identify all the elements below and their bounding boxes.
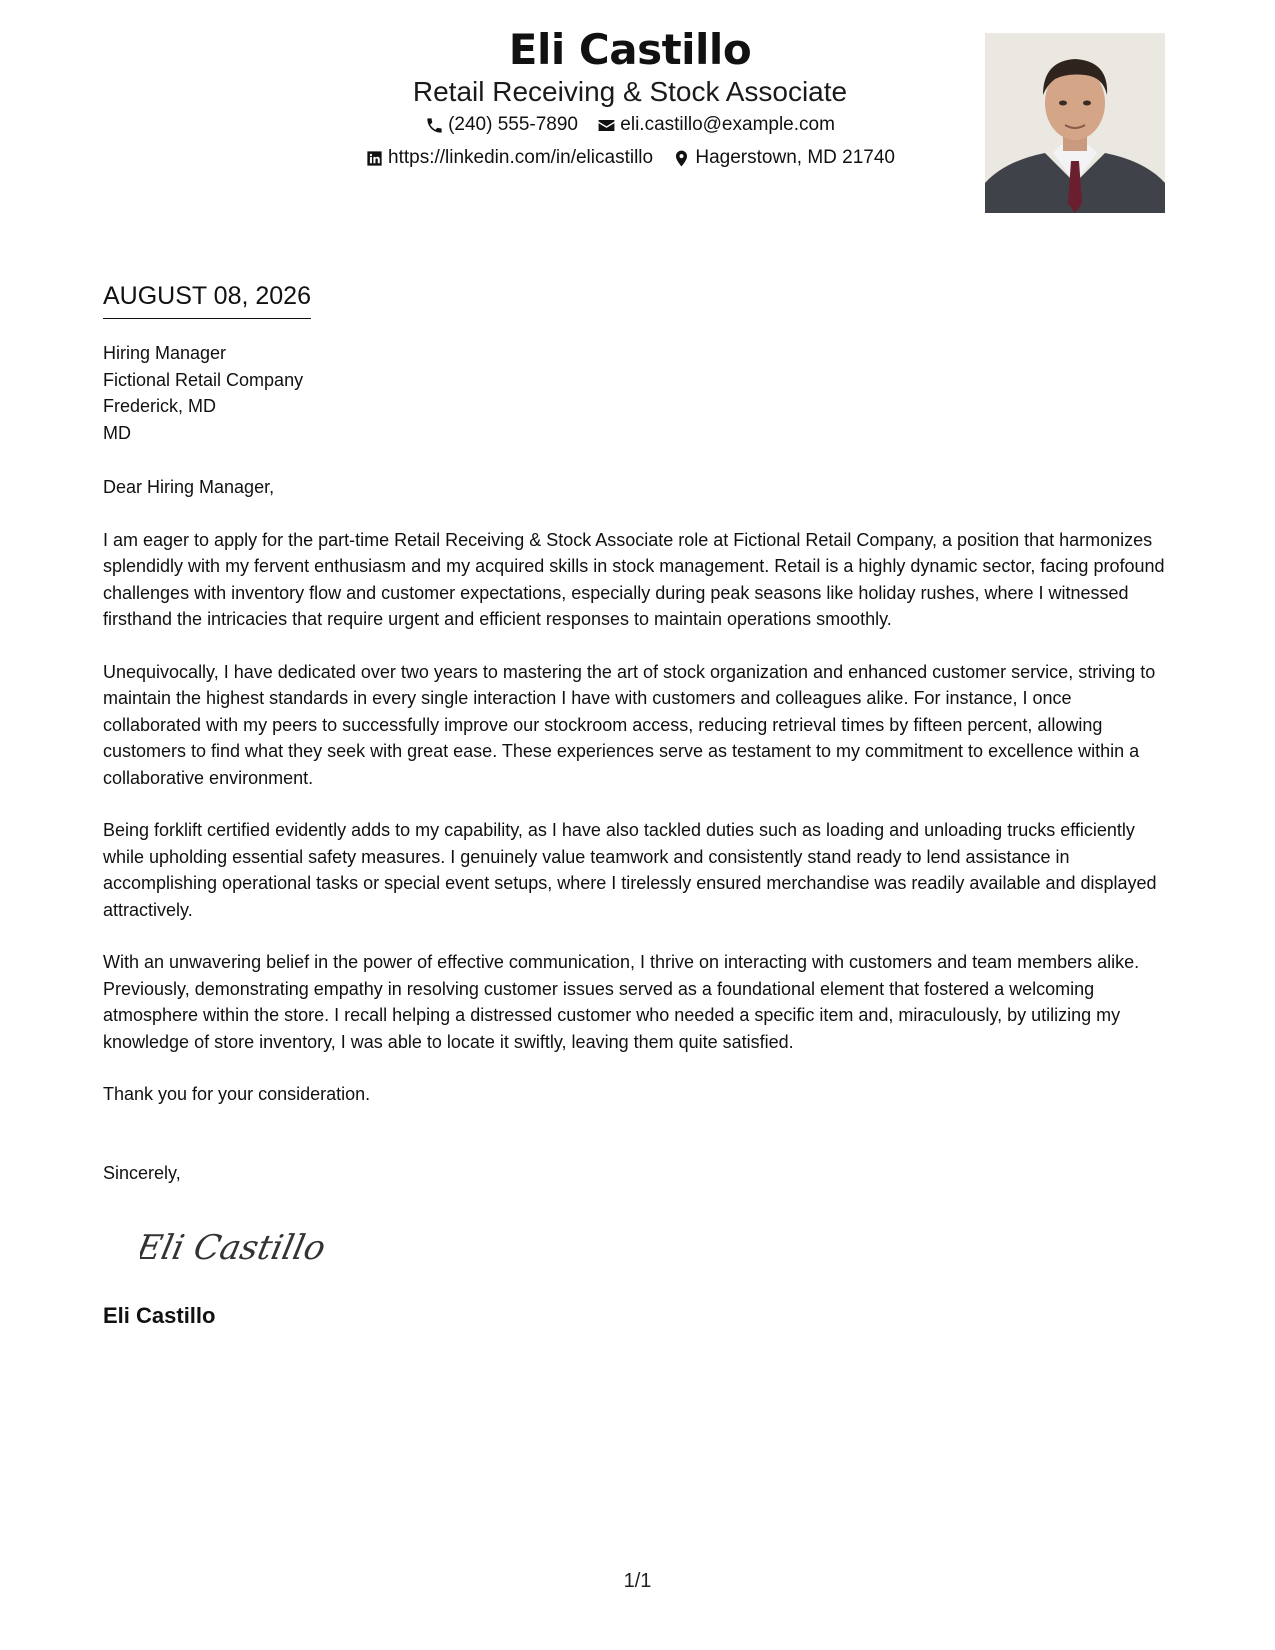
recipient-state: MD	[103, 422, 131, 443]
signature	[140, 1215, 340, 1275]
recipient-company: Fictional Retail Company	[103, 369, 304, 390]
email-address: eli.castillo@example.com	[620, 114, 835, 135]
recipient-name: Hiring Manager	[103, 343, 227, 363]
letter-date: AUGUST 08, 2026	[103, 280, 311, 319]
map-pin-icon	[672, 149, 691, 168]
linkedin-contact[interactable]	[365, 145, 653, 171]
phone-icon	[425, 116, 444, 135]
body-paragraph: Unequivocally, I have dedicated over two years to mastering the art of stock organization and enhanced customer service, striving to maintain the highest standards in every single interaction I have with customers and colleagues alike. For instance, I once collaborated with my peers to successfully improve our stockroom access, reducing retrieval times by fifteen percent, allowing customers to find what they seek with great ease. These experiences serve as testament to my commitment to excellence within a collaborative environment.	[103, 661, 1156, 788]
signer-name: Eli Castillo	[103, 1303, 216, 1328]
body-paragraph: With an unwavering belief in the power of effective communication, I thrive on interacting with customers and team members alike. Previously, demonstrating empathy in resolving customer issues served as a foundational element that fostered a welcoming atmosphere within the store. I recall helping a distressed customer who needed a specific item and, miraculously, by utilizing my knowledge of store inventory, I was able to locate it swiftly, leaving them quite satisfied.	[103, 952, 1140, 1052]
linkedin-icon	[365, 149, 384, 168]
closing: Sincerely,	[103, 1163, 181, 1183]
body-paragraph: Being forklift certified evidently adds to my capability, as I have also tackled duties such as loading and unloading trucks efficiently while upholding essential safety measures. I genuinely value teamwork and consistently stand ready to lend assistance in accomplishing operational tasks or special event setups, where I tirelessly ensured merchandise was readily available and displayed attractively.	[103, 820, 1157, 920]
contact-row-2	[260, 145, 1000, 176]
letter-body	[103, 474, 1173, 1134]
page-number: 1/1	[623, 1570, 652, 1592]
linkedin-url: https://linkedin.com/in/elicastillo	[388, 147, 654, 168]
contact-row-1	[260, 112, 1000, 143]
applicant-name: Eli Castillo	[508, 25, 752, 74]
location-text: Hagerstown, MD 21740	[695, 147, 895, 168]
svg-text:Eli Castillo: Eli Castillo	[140, 1228, 329, 1268]
resume-header	[0, 22, 1275, 222]
salutation: Dear Hiring Manager,	[103, 477, 275, 497]
phone-number: (240) 555-7890	[448, 114, 578, 135]
profile-photo	[985, 33, 1165, 213]
job-title: Retail Receiving & Stock Associate	[412, 76, 848, 107]
body-paragraph: I am eager to apply for the part-time Retail Receiving & Stock Associate role at Fictional Retail Company, a position that harmonizes splendidly with my fervent enthusiasm and my acquired skills in stock management. Retail is a highly dynamic sector, facing profound challenges with inventory flow and customer expectations, especially during peak seasons like holiday rushes, where I witnessed firsthand the intricacies that require urgent and efficient responses to maintain operations smoothly.	[103, 529, 1165, 629]
envelope-icon	[597, 116, 616, 135]
email-contact[interactable]	[597, 112, 835, 138]
location-contact	[672, 145, 895, 171]
recipient-block	[103, 340, 303, 446]
recipient-city: Frederick, MD	[103, 396, 217, 416]
phone-contact[interactable]	[425, 112, 578, 138]
thank-you-line: Thank you for your consideration.	[103, 1084, 371, 1104]
